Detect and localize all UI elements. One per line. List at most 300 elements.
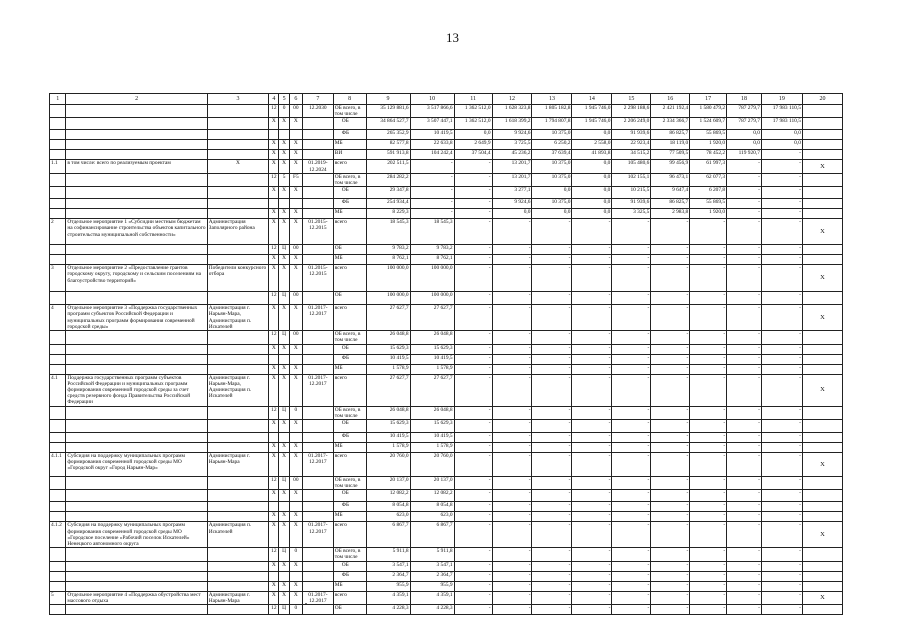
table-cell-col-7: 01.2015- 12.2015 <box>303 265 334 292</box>
table-cell-col-20 <box>802 118 842 130</box>
table-cell-col-1 <box>50 354 66 364</box>
table-cell-col-11: - <box>454 581 492 591</box>
table-cell-col-19: - <box>761 548 802 561</box>
table-cell-col-5: X <box>279 581 289 591</box>
table-cell-col-6: X <box>289 140 302 150</box>
table-cell-col-5: X <box>279 374 289 406</box>
table-cell-col-5: Ц <box>279 331 289 344</box>
table-cell-col-12: - <box>492 331 532 344</box>
table-cell-col-8: МБ <box>333 581 366 591</box>
table-cell-col-1: 3 <box>50 265 66 292</box>
table-cell-col-7 <box>303 548 334 561</box>
table-cell-col-12: - <box>492 265 532 292</box>
table-row <box>50 512 843 522</box>
table-cell-col-14: - <box>572 344 612 354</box>
table-cell-col-19: - <box>761 150 802 160</box>
table-cell-col-1 <box>50 561 66 571</box>
table-cell-col-7: 12.2030 <box>303 105 334 118</box>
table-cell-col-9: 27 627,7 <box>366 374 410 406</box>
table-cell-col-19: - <box>761 561 802 571</box>
table-cell-col-8: ОБ всего, в том числе <box>333 173 366 186</box>
table-row <box>50 255 843 265</box>
table-cell-col-19: - <box>761 581 802 591</box>
table-cell-col-11: - <box>454 292 492 305</box>
table-cell-col-10: 100 000,0 <box>410 292 454 305</box>
table-cell-col-11: - <box>454 374 492 406</box>
table-cell-col-16: 9 647,4 <box>651 187 690 199</box>
table-cell-col-7 <box>303 477 334 490</box>
column-number-6: 6 <box>289 94 302 105</box>
table-body <box>50 105 843 615</box>
table-cell-col-2 <box>66 364 207 374</box>
table-cell-col-13: 10 375,0 <box>532 199 572 209</box>
table-cell-col-11: 0,0 <box>454 130 492 140</box>
table-cell-col-6: 0 <box>289 406 302 419</box>
table-cell-col-1 <box>50 406 66 419</box>
table-cell-col-15: - <box>612 406 651 419</box>
column-number-19: 19 <box>761 94 802 105</box>
table-cell-col-6 <box>289 502 302 512</box>
table-cell-col-3: Администрация п. Искателей <box>207 522 268 548</box>
table-cell-col-2 <box>66 187 207 199</box>
table-cell-col-9: 265 352,9 <box>366 130 410 140</box>
table-cell-col-5: X <box>279 140 289 150</box>
table-cell-col-16: 77 509,5 <box>651 150 690 160</box>
table-cell-col-2 <box>66 209 207 219</box>
table-cell-col-15: 3 325,5 <box>612 209 651 219</box>
table-cell-col-20 <box>802 490 842 502</box>
table-cell-col-12: - <box>492 512 532 522</box>
table-cell-col-15: - <box>612 255 651 265</box>
table-cell-col-4: 12 <box>269 245 279 255</box>
table-cell-col-1 <box>50 150 66 160</box>
table-cell-col-5: X <box>279 187 289 199</box>
table-cell-col-7 <box>303 130 334 140</box>
table-cell-col-8: МБ <box>333 512 366 522</box>
table-row <box>50 571 843 581</box>
table-cell-col-14: - <box>572 571 612 581</box>
table-cell-col-7 <box>303 173 334 186</box>
table-cell-col-19: - <box>761 453 802 477</box>
table-cell-col-20 <box>802 512 842 522</box>
table-cell-col-1 <box>50 255 66 265</box>
table-cell-col-11: - <box>454 245 492 255</box>
table-cell-col-1 <box>50 209 66 219</box>
table-cell-col-20: X <box>802 453 842 477</box>
table-cell-col-6: 00 <box>289 245 302 255</box>
table-cell-col-8: МБ <box>333 140 366 150</box>
table-cell-col-14: - <box>572 502 612 512</box>
table-cell-col-13: - <box>532 374 572 406</box>
table-cell-col-15: 91 939,6 <box>612 130 651 140</box>
table-cell-col-11: - <box>454 331 492 344</box>
table-cell-col-6: X <box>289 443 302 453</box>
table-cell-col-15: 2 298 188,6 <box>612 105 651 118</box>
table-cell-col-18: - <box>727 443 762 453</box>
table-cell-col-19: - <box>761 522 802 548</box>
table-cell-col-8: ОБ <box>333 420 366 433</box>
column-number-4: 4 <box>269 94 279 105</box>
table-cell-col-4: 12 <box>269 105 279 118</box>
table-cell-col-7: 01.2015- 12.2015 <box>303 219 334 245</box>
table-cell-col-13: - <box>532 433 572 443</box>
table-cell-col-11: - <box>454 490 492 502</box>
table-cell-col-14: - <box>572 364 612 374</box>
table-cell-col-20 <box>802 255 842 265</box>
table-cell-col-17: 62 077,3 <box>690 173 727 186</box>
table-cell-col-3 <box>207 118 268 130</box>
table-cell-col-19: - <box>761 443 802 453</box>
table-cell-col-3 <box>207 105 268 118</box>
table-cell-col-11: - <box>454 561 492 571</box>
table-cell-col-16: 2 421 192,4 <box>651 105 690 118</box>
table-cell-col-17: - <box>690 331 727 344</box>
table-cell-col-4: X <box>269 561 279 571</box>
table-cell-col-8: ОБ <box>333 292 366 305</box>
table-cell-col-15: - <box>612 561 651 571</box>
table-cell-col-5: 0 <box>279 105 289 118</box>
table-row <box>50 548 843 561</box>
table-cell-col-12: - <box>492 490 532 502</box>
table-cell-col-7 <box>303 490 334 502</box>
table-cell-col-1 <box>50 548 66 561</box>
table-cell-col-11: - <box>454 160 492 173</box>
table-cell-col-15: - <box>612 490 651 502</box>
table-cell-col-8: ОБ <box>333 187 366 199</box>
table-cell-col-8: МБ <box>333 364 366 374</box>
table-cell-col-20: X <box>802 374 842 406</box>
table-row <box>50 160 843 173</box>
table-cell-col-2 <box>66 443 207 453</box>
table-cell-col-10: 9 783,2 <box>410 245 454 255</box>
table-cell-col-8: ФБ <box>333 433 366 443</box>
table-cell-col-10: 3 517 866,6 <box>410 105 454 118</box>
table-cell-col-11: - <box>454 605 492 615</box>
table-cell-col-3: Администрация г. Нарьян-Мара, Администрация п. Искателей <box>207 305 268 331</box>
table-cell-col-13: - <box>532 406 572 419</box>
table-cell-col-3: Администрация г. Нарьян-Мара <box>207 591 268 604</box>
table-cell-col-12: 3 277,1 <box>492 187 532 199</box>
table-cell-col-18: - <box>727 173 762 186</box>
table-cell-col-9: 35 129 881,6 <box>366 105 410 118</box>
table-cell-col-19: - <box>761 512 802 522</box>
table-cell-col-6: X <box>289 305 302 331</box>
table-cell-col-16: - <box>651 406 690 419</box>
table-cell-col-11: - <box>454 219 492 245</box>
table-cell-col-2 <box>66 420 207 433</box>
table-cell-col-19: - <box>761 255 802 265</box>
table-cell-col-20: X <box>802 305 842 331</box>
table-cell-col-11: 37 504,4 <box>454 150 492 160</box>
table-cell-col-19: - <box>761 245 802 255</box>
table-cell-col-2 <box>66 245 207 255</box>
table-cell-col-4: X <box>269 591 279 604</box>
table-cell-col-6 <box>289 571 302 581</box>
table-row <box>50 490 843 502</box>
table-row <box>50 443 843 453</box>
table-cell-col-11: - <box>454 406 492 419</box>
table-cell-col-18: - <box>727 512 762 522</box>
table-cell-col-4 <box>269 571 279 581</box>
table-cell-col-4: X <box>269 512 279 522</box>
table-cell-col-19: - <box>761 605 802 615</box>
table-cell-col-4: X <box>269 374 279 406</box>
column-number-7: 7 <box>303 94 334 105</box>
table-cell-col-13: - <box>532 502 572 512</box>
table-cell-col-7 <box>303 406 334 419</box>
table-cell-col-15: - <box>612 522 651 548</box>
table-cell-col-5: X <box>279 209 289 219</box>
table-cell-col-1 <box>50 490 66 502</box>
table-cell-col-16: - <box>651 453 690 477</box>
table-cell-col-9: 100 000,0 <box>366 292 410 305</box>
table-cell-col-14: - <box>572 331 612 344</box>
table-cell-col-18: - <box>727 571 762 581</box>
table-cell-col-13: - <box>532 219 572 245</box>
table-cell-col-7: 01.2017- 12.2017 <box>303 305 334 331</box>
table-cell-col-4 <box>269 199 279 209</box>
table-cell-col-17: 78 452,2 <box>690 150 727 160</box>
table-cell-col-18: 0,0 <box>727 130 762 140</box>
table-cell-col-7 <box>303 433 334 443</box>
table-cell-col-12: - <box>492 255 532 265</box>
table-cell-col-2 <box>66 433 207 443</box>
table-cell-col-5: 5 <box>279 173 289 186</box>
table-cell-col-10: 15 629,3 <box>410 344 454 354</box>
column-number-10: 10 <box>410 94 454 105</box>
table-cell-col-15: - <box>612 331 651 344</box>
table-cell-col-13: - <box>532 571 572 581</box>
table-cell-col-10: 22 633,8 <box>410 140 454 150</box>
table-cell-col-12: - <box>492 219 532 245</box>
table-cell-col-5: X <box>279 453 289 477</box>
table-cell-col-8: всего <box>333 305 366 331</box>
table-cell-col-4: X <box>269 581 279 591</box>
table-cell-col-19: - <box>761 364 802 374</box>
table-cell-col-4: X <box>269 140 279 150</box>
table-cell-col-9: 9 783,2 <box>366 245 410 255</box>
table-cell-col-6: 0 <box>289 605 302 615</box>
table-cell-col-2: Отдельное мероприятие 1 «Субсидии местным бюджетам на софинансирование строительства объектов капитального строительства муниципальной собственности» <box>66 219 207 245</box>
table-cell-col-4: X <box>269 344 279 354</box>
table-cell-col-9: 6 867,7 <box>366 522 410 548</box>
table-cell-col-15: - <box>612 453 651 477</box>
table-cell-col-7: 01.2017- 12.2017 <box>303 591 334 604</box>
table-cell-col-10: 20 760,0 <box>410 453 454 477</box>
table-cell-col-10: - <box>410 209 454 219</box>
table-cell-col-12: - <box>492 292 532 305</box>
table-cell-col-3 <box>207 255 268 265</box>
table-cell-col-4 <box>269 130 279 140</box>
table-cell-col-16: 86 825,7 <box>651 130 690 140</box>
table-cell-col-6: X <box>289 255 302 265</box>
table-cell-col-6: 00 <box>289 477 302 490</box>
table-cell-col-18: - <box>727 605 762 615</box>
table-cell-col-4: X <box>269 364 279 374</box>
table-cell-col-4: X <box>269 187 279 199</box>
table-cell-col-17: - <box>690 571 727 581</box>
table-cell-col-15: - <box>612 265 651 292</box>
table-cell-col-14: - <box>572 305 612 331</box>
table-cell-col-15: 34 515,2 <box>612 150 651 160</box>
table-cell-col-8: всего <box>333 591 366 604</box>
table-cell-col-20: X <box>802 219 842 245</box>
table-cell-col-5: Ц <box>279 406 289 419</box>
table-cell-col-19: 0,0 <box>761 130 802 140</box>
table-cell-col-16: 2 334 366,7 <box>651 118 690 130</box>
table-cell-col-18: - <box>727 344 762 354</box>
table-cell-col-16: - <box>651 245 690 255</box>
table-cell-col-19: - <box>761 477 802 490</box>
table-cell-col-5: X <box>279 420 289 433</box>
table-cell-col-8: МБ <box>333 443 366 453</box>
table-cell-col-8: всего <box>333 265 366 292</box>
table-cell-col-3 <box>207 364 268 374</box>
table-cell-col-7 <box>303 150 334 160</box>
table-cell-col-10: 4 228,3 <box>410 605 454 615</box>
table-cell-col-7 <box>303 118 334 130</box>
table-cell-col-17: - <box>690 522 727 548</box>
table-cell-col-12: 1 628 323,8 <box>492 105 532 118</box>
table-cell-col-11: - <box>454 453 492 477</box>
table-cell-col-18: - <box>727 477 762 490</box>
table-cell-col-10: 623,0 <box>410 512 454 522</box>
table-cell-col-6: 0 <box>289 548 302 561</box>
table-cell-col-6: 00 <box>289 105 302 118</box>
table-cell-col-3 <box>207 292 268 305</box>
table-cell-col-15: - <box>612 245 651 255</box>
table-row <box>50 605 843 615</box>
table-cell-col-20 <box>802 354 842 364</box>
table-cell-col-8: МБ <box>333 255 366 265</box>
table-cell-col-3 <box>207 512 268 522</box>
table-cell-col-1 <box>50 512 66 522</box>
table-cell-col-4: X <box>269 490 279 502</box>
table-cell-col-13: - <box>532 305 572 331</box>
table-cell-col-17: - <box>690 605 727 615</box>
table-cell-col-12: - <box>492 374 532 406</box>
table-cell-col-4: 12 <box>269 605 279 615</box>
table-cell-col-20 <box>802 173 842 186</box>
table-cell-col-20 <box>802 561 842 571</box>
table-cell-col-10: 26 048,8 <box>410 331 454 344</box>
table-cell-col-5: X <box>279 512 289 522</box>
table-cell-col-6: X <box>289 591 302 604</box>
table-cell-col-15: - <box>612 344 651 354</box>
table-cell-col-1 <box>50 571 66 581</box>
table-cell-col-1 <box>50 105 66 118</box>
table-cell-col-9: 4 359,1 <box>366 591 410 604</box>
table-row <box>50 477 843 490</box>
table-cell-col-12: - <box>492 443 532 453</box>
table-cell-col-3 <box>207 477 268 490</box>
column-number-17: 17 <box>690 94 727 105</box>
table-cell-col-17: - <box>690 433 727 443</box>
table-cell-col-12: - <box>492 453 532 477</box>
table-cell-col-1 <box>50 245 66 255</box>
table-cell-col-5: X <box>279 522 289 548</box>
table-cell-col-7 <box>303 512 334 522</box>
table-cell-col-11: - <box>454 522 492 548</box>
table-cell-col-17: 6 207,8 <box>690 187 727 199</box>
table-cell-col-3: Администрация г. Нарьян-Мара, Администрация п. Искателей <box>207 374 268 406</box>
table-cell-col-10: 20 137,0 <box>410 477 454 490</box>
table-cell-col-12: - <box>492 420 532 433</box>
table-cell-col-3 <box>207 490 268 502</box>
table-cell-col-17: - <box>690 453 727 477</box>
table-cell-col-20 <box>802 344 842 354</box>
table-cell-col-16: - <box>651 477 690 490</box>
table-cell-col-11: - <box>454 305 492 331</box>
table-cell-col-4: 12 <box>269 292 279 305</box>
table-cell-col-13: 37 639,4 <box>532 150 572 160</box>
table-cell-col-16: 99 456,9 <box>651 160 690 173</box>
table-cell-col-6 <box>289 130 302 140</box>
table-cell-col-16: - <box>651 605 690 615</box>
table-cell-col-12: - <box>492 591 532 604</box>
page-number: 13 <box>446 30 459 45</box>
table-cell-col-20 <box>802 209 842 219</box>
table-cell-col-9: 8 054,8 <box>366 502 410 512</box>
table-cell-col-17: - <box>690 443 727 453</box>
table-cell-col-4 <box>269 502 279 512</box>
table-cell-col-17: - <box>690 354 727 364</box>
table-cell-col-10: 26 048,8 <box>410 406 454 419</box>
table-cell-col-3: Администрация Заполярного района <box>207 219 268 245</box>
table-cell-col-15: - <box>612 581 651 591</box>
table-cell-col-13: - <box>532 522 572 548</box>
table-cell-col-10: - <box>410 160 454 173</box>
table-cell-col-17: - <box>690 219 727 245</box>
table-cell-col-5: X <box>279 591 289 604</box>
table-cell-col-14: - <box>572 265 612 292</box>
table-cell-col-7 <box>303 561 334 571</box>
table-cell-col-1 <box>50 331 66 344</box>
table-cell-col-13: 10 375,0 <box>532 160 572 173</box>
table-cell-col-19: - <box>761 354 802 364</box>
table-cell-col-18: - <box>727 292 762 305</box>
table-cell-col-3 <box>207 548 268 561</box>
table-cell-col-9: 623,0 <box>366 512 410 522</box>
table-cell-col-10: 18 545,3 <box>410 219 454 245</box>
table-cell-col-13: - <box>532 443 572 453</box>
table-cell-col-8: ФБ <box>333 502 366 512</box>
table-cell-col-18: - <box>727 209 762 219</box>
table-cell-col-9: 8 762,1 <box>366 255 410 265</box>
table-cell-col-12: - <box>492 245 532 255</box>
table-cell-col-9: 82 577,8 <box>366 140 410 150</box>
table-cell-col-17: - <box>690 502 727 512</box>
table-cell-col-11: - <box>454 477 492 490</box>
table-cell-col-20: X <box>802 160 842 173</box>
table-cell-col-3 <box>207 433 268 443</box>
table-cell-col-15: - <box>612 374 651 406</box>
table-cell-col-1: 4.1 <box>50 374 66 406</box>
table-cell-col-14: - <box>572 522 612 548</box>
table-cell-col-16: - <box>651 561 690 571</box>
table-cell-col-11: - <box>454 255 492 265</box>
table-cell-col-9: 10 419,5 <box>366 354 410 364</box>
table-cell-col-18: 787 279,7 <box>727 118 762 130</box>
table-cell-col-12: - <box>492 433 532 443</box>
table-cell-col-8: ОБ <box>333 605 366 615</box>
table-cell-col-3: Администрация г. Нарьян-Мара <box>207 453 268 477</box>
table-row <box>50 292 843 305</box>
table-cell-col-6: X <box>289 364 302 374</box>
table-cell-col-16: - <box>651 443 690 453</box>
table-cell-col-17: - <box>690 581 727 591</box>
table-cell-col-4: X <box>269 150 279 160</box>
